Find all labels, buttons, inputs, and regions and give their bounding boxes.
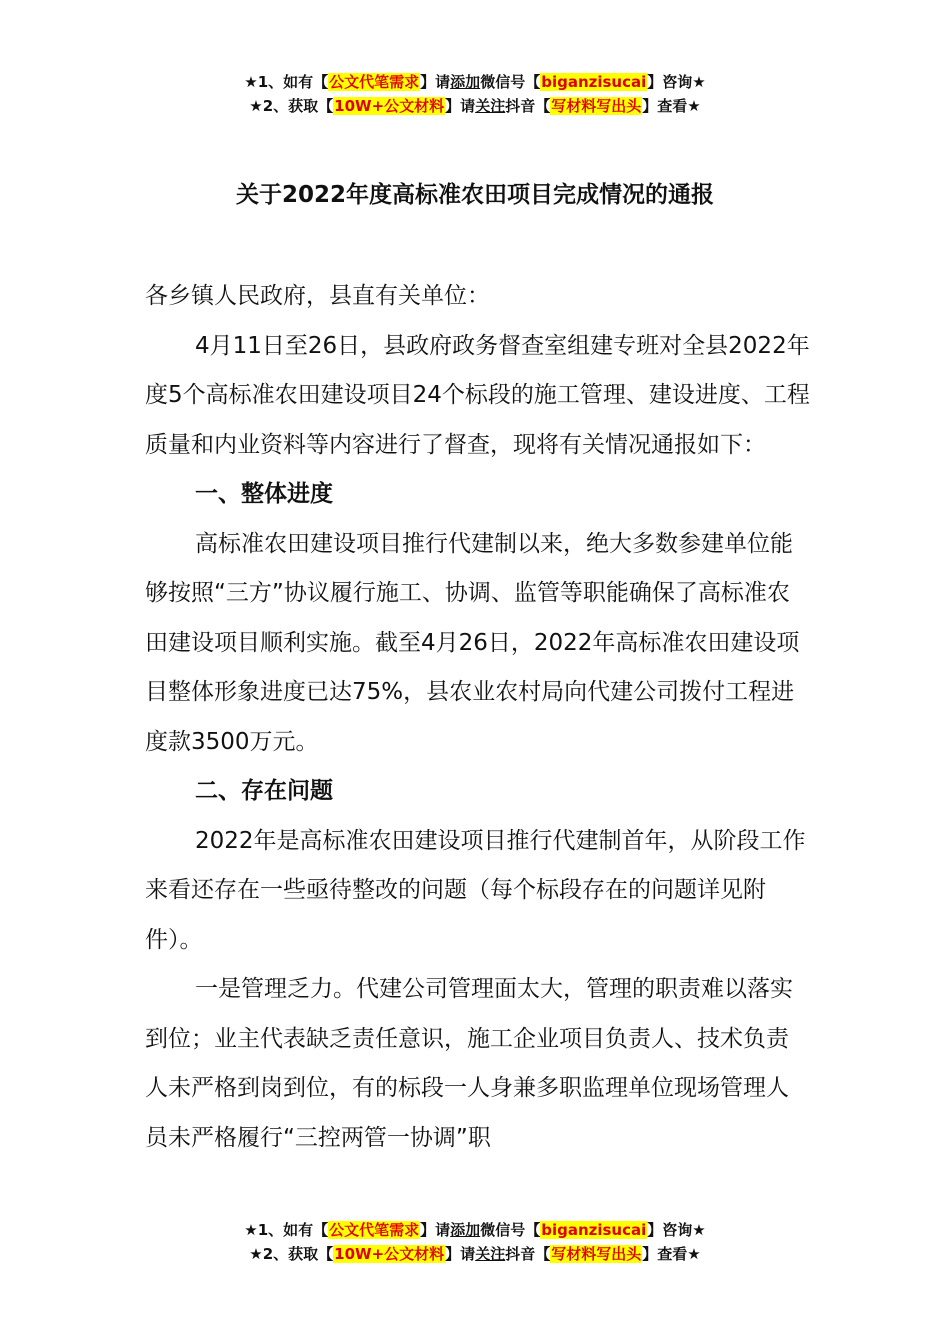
banner-line-1: ★1、如有【公文代笔需求】请添加微信号【biganzisucai】咨询★ [244,73,706,91]
highlight-douyin-account: 写材料写出头 [551,97,642,115]
star-icon: ★ [692,1221,706,1239]
highlight-materials: 10W+公文材料 [334,1245,445,1263]
highlight-wechat-id: biganzisucai [541,73,647,91]
section-heading-progress: 一、整体进度 [195,481,333,507]
highlight-service: 公文代笔需求 [329,1221,420,1239]
banner-line-2: ★2、获取【10W+公文材料】请关注抖音【写材料写出头】查看★ [249,1245,701,1263]
star-icon: ★ [249,97,263,115]
banner-line-1: ★1、如有【公文代笔需求】请添加微信号【biganzisucai】咨询★ [244,1221,706,1239]
star-icon: ★ [244,1221,258,1239]
progress-paragraph: 高标准农田建设项目推行代建制以来，绝大多数参建单位能够按照“三方”协议履行施工、协调、监管等职能确保了高标准农田建设项目顺利实施。截至4月26日，2022年高标准农田建设项目整体形象进度已达75%，县农业农村局向代建公司拨付工程进度款3500万元。 [145,530,800,755]
highlight-douyin-account: 写材料写出头 [551,1245,642,1263]
section-heading-problems: 二、存在问题 [195,778,333,804]
star-icon: ★ [692,73,706,91]
salutation: 各乡镇人民政府，县直有关单位： [145,283,490,309]
star-icon: ★ [244,73,258,91]
highlight-wechat-id: biganzisucai [541,1221,647,1239]
problems-paragraph: 2022年是高标准农田建设项目推行代建制首年，从阶段工作来看还存在一些亟待整改的问题（每个标段存在的问题详见附件）。 [145,827,806,953]
bottom-banner [0,1218,950,1266]
star-icon: ★ [249,1245,263,1263]
banner-line-2: ★2、获取【10W+公文材料】请关注抖音【写材料写出头】查看★ [249,97,701,115]
top-banner [0,70,950,118]
highlight-materials: 10W+公文材料 [334,97,445,115]
intro-paragraph: 4月11日至26日，县政府政务督查室组建专班对全县2022年度5个高标准农田建设项目24个标段的施工管理、建设进度、工程质量和内业资料等内容进行了督查，现将有关情况通报如下： [145,332,810,458]
star-icon: ★ [687,1245,701,1263]
document-title: 关于2022年度高标准农田项目完成情况的通报 [235,182,714,208]
star-icon: ★ [687,97,701,115]
problem-1-paragraph: 一是管理乏力。代建公司管理面太大，管理的职责难以落实到位；业主代表缺乏责任意识，施工企业项目负责人、技术负责人未严格到岗到位，有的标段一人身兼多职监理单位现场管理人员未严格履行“三控两管一协调”职 [145,976,793,1151]
highlight-service: 公文代笔需求 [329,73,420,91]
document-body [145,272,810,1163]
